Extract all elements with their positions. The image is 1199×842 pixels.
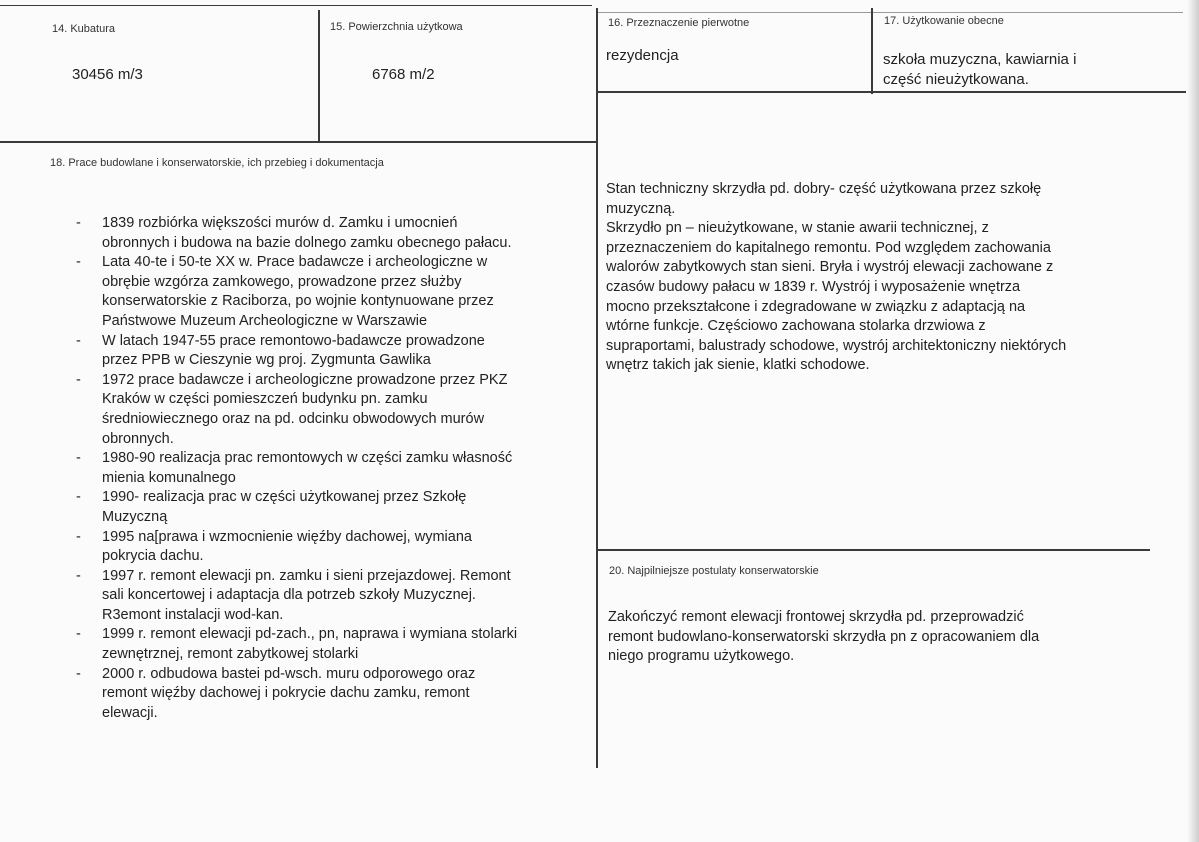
list-item: - 1995 na[prawa i wzmocnienie więźby dachowej, wymiana pokrycia dachu. xyxy=(76,528,472,565)
kubatura-value: 30456 m/3 xyxy=(72,66,143,83)
postulaty-label: 20. Najpilniejsze postulaty konserwatorskie xyxy=(609,565,819,577)
prace-label: 18. Prace budowlane i konserwatorskie, ich przebieg i dokumentacja xyxy=(50,157,384,169)
top-left-rule xyxy=(0,5,592,6)
list-item: - 1972 prace badawcze i archeologiczne prowadzone przez PKZ Kraków w części pomieszczeń budynku pn. zamku średniowiecznego oraz na pd. odcinku obwodowych murów obronnych. xyxy=(76,371,508,447)
rule-under-14-15 xyxy=(0,141,596,143)
przeznaczenie-label: 16. Przeznaczenie pierwotne xyxy=(608,17,750,29)
prace-list xyxy=(72,214,582,723)
divider-16-17 xyxy=(871,8,873,94)
list-item: - 2000 r. odbudowa bastei pd-wsch. muru odporowego oraz remont więźby dachowej i pokrycie dachu zamku, remont elewacji. xyxy=(76,665,476,721)
list-item: - 1999 r. remont elewacji pd-zach., pn, naprawa i wymiana stolarki zewnętrznej, remont zabytkowej stolarki xyxy=(76,626,518,663)
list-item: - 1990- realizacja prac w części użytkowanej przez Szkołę Muzyczną xyxy=(76,489,467,525)
rule-above-20 xyxy=(598,549,1150,551)
postulaty-text: Zakończyć remont elewacji frontowej skrzydła pd. przeprowadzić remont budowlano-konserwatorski skrzydła pn z opracowaniem dla niego programu użytkowego. xyxy=(608,609,1040,665)
scan-edge-shadow xyxy=(1187,0,1199,842)
przeznaczenie-value: rezydencja xyxy=(606,47,679,64)
uzytkowanie-line: szkoła muzyczna, kawiarnia i xyxy=(883,51,1077,68)
uzytkowanie-value xyxy=(883,50,1076,89)
list-item: - Lata 40-te i 50-te XX w. Prace badawcze i archeologiczne w obrębie wzgórza zamkowego, prowadzone przez służby konserwatorskie z Raciborza, po wojnie kontynuowane przez Państwowe Muzeum Archeologiczne w Warszawie xyxy=(76,254,494,329)
top-right-rule xyxy=(598,12,1183,13)
kubatura-label: 14. Kubatura xyxy=(52,23,115,35)
rule-under-17 xyxy=(598,91,1186,93)
list-item: - 1997 r. remont elewacji pn. zamku i sieni przejazdowej. Remont sali koncertowej i adaptacja dla potrzeb szkoły Muzycznej. R3emont instalacji wod-kan. xyxy=(76,567,511,623)
uzytkowanie-line: część nieużytkowana. xyxy=(883,70,1029,88)
divider-14-15 xyxy=(318,10,320,142)
list-item: - 1839 rozbiórka większości murów d. Zamku i umocnień obronnych i budowa na bazie dolnego zamku obecnego pałacu. xyxy=(76,215,512,251)
powierzchnia-value: 6768 m/2 xyxy=(372,66,435,83)
list-item: - W latach 1947-55 prace remontowo-badawcze prowadzone przez PPB w Cieszynie wg proj. Zygmunta Gawlika xyxy=(76,332,485,369)
stan-techniczny-text: Stan techniczny skrzydła pd. dobry- część użytkowana przez szkołę muzyczną. Skrzydło pn – nieużytkowane, w stanie awarii technicznej, z przeznaczeniem do kapitalnego remontu. Pod względem zachowania walorów zabytkowych stan sieni. Bryła i wystrój elewacji zachowane z czasów budowy pałacu w 1839 r. Wystrój i wyposażenie wnętrza mocno przekształcone i zdegradowane w związku z adaptacją na wtórne funkcje. Częściowo zachowana stolarka drzwiowa z supraportami, balustrady schodowe, wystrój architektoniczny niektórych wnętrz takich jak sienie, klatki schodowe. xyxy=(606,181,1067,374)
divider-left-right xyxy=(596,8,598,768)
powierzchnia-label: 15. Powierzchnia użytkowa xyxy=(330,21,463,33)
uzytkowanie-label: 17. Użytkowanie obecne xyxy=(884,15,1004,27)
list-item: - 1980-90 realizacja prac remontowych w części zamku własność mienia komunalnego xyxy=(76,450,513,486)
